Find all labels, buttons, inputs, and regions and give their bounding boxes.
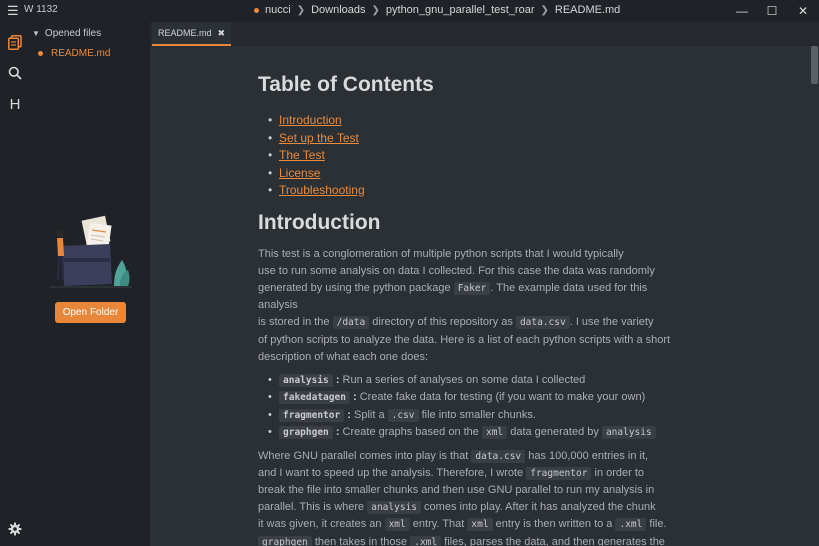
word-count: W 1132	[24, 4, 58, 15]
opened-files-header[interactable]	[32, 28, 101, 39]
inline-code: /data	[333, 316, 370, 329]
text-line: then takes in those	[311, 535, 411, 546]
intro-paragraph	[258, 246, 698, 366]
inline-code: data.csv	[471, 450, 525, 463]
toc-link-setup[interactable]: Set up the Test	[279, 130, 359, 145]
separator: :	[349, 391, 360, 404]
text-line: file.	[646, 518, 667, 531]
text-line: of python scripts to analyze the data. Here is a list of each python scripts with a short	[258, 333, 671, 346]
text-line: parallel. This is where	[258, 501, 368, 514]
toc-item	[258, 165, 698, 183]
list-item	[258, 389, 698, 406]
minimize-button[interactable]: —	[736, 4, 748, 18]
separator: :	[332, 373, 343, 386]
chevron-right-icon: ❯	[371, 5, 380, 16]
toc-heading: Table of Contents	[258, 73, 434, 96]
inline-code: xml	[482, 426, 507, 439]
tab-label: README.md	[158, 28, 212, 38]
list-item	[258, 407, 698, 424]
activity-bar	[0, 22, 30, 546]
opened-files-label: Opened files	[44, 28, 102, 39]
opened-file-item[interactable]	[38, 48, 110, 59]
item-description: file into smaller chunks.	[418, 408, 536, 421]
opened-file-name: README.md	[51, 48, 111, 59]
empty-folder-illustration	[48, 214, 134, 294]
parallel-paragraph	[258, 448, 698, 546]
text-line: This test is a conglomeration of multiple python scripts that I would typically	[258, 247, 624, 260]
inline-code: xml	[467, 518, 492, 531]
inline-code: .csv	[388, 409, 419, 422]
separator: :	[344, 408, 354, 421]
text-line: generated by using the python package	[258, 281, 454, 294]
item-description: Split a	[353, 408, 388, 421]
caret-down-icon: ▼	[32, 29, 40, 38]
close-button[interactable]: ✕	[797, 4, 809, 18]
files-icon[interactable]	[7, 35, 23, 51]
toc-item	[258, 147, 698, 165]
text-line: entry is then written to a	[492, 518, 616, 531]
markdown-preview[interactable]	[150, 46, 810, 546]
text-line: description of what each one does:	[258, 350, 429, 363]
text-line: and I want to speed up the analysis. Therefore, I wrote	[258, 466, 527, 479]
breadcrumb-item[interactable]: python_gnu_parallel_test_roar	[385, 4, 535, 16]
tab-readme[interactable]	[152, 22, 231, 46]
document	[258, 72, 698, 546]
inline-code: analysis	[602, 426, 656, 439]
file-sidebar	[30, 22, 150, 546]
open-folder-button[interactable]: Open Folder	[55, 302, 126, 323]
inline-code: xml	[385, 518, 410, 531]
list-item	[258, 372, 698, 389]
text-line: . The example data used for this	[490, 281, 648, 294]
inline-code: analysis	[279, 374, 333, 387]
item-description: Run a series of analyses on some data I collected	[342, 373, 586, 386]
inline-code: Faker	[454, 282, 491, 295]
scrollbar-thumb[interactable]	[811, 46, 818, 84]
inline-code: graphgen	[279, 426, 333, 439]
toc-link-license[interactable]: License	[279, 165, 321, 180]
tab-strip	[150, 22, 819, 46]
item-description: Create graphs based on the	[342, 426, 482, 439]
chevron-right-icon: ❯	[296, 5, 306, 16]
text-line: files, parses the data, and then generates the	[441, 535, 665, 546]
text-line: is stored in the	[258, 316, 333, 329]
scripts-list	[258, 372, 698, 442]
item-description: data generated by	[507, 426, 602, 439]
unsaved-dot-icon	[254, 8, 259, 13]
text-line: entry. That	[409, 518, 468, 531]
breadcrumb-item[interactable]: README.md	[554, 4, 621, 16]
maximize-button[interactable]: ☐	[766, 4, 778, 18]
separator: :	[332, 426, 343, 439]
close-icon[interactable]: ✖	[217, 27, 226, 38]
gear-icon[interactable]	[7, 522, 23, 538]
toc-item	[258, 112, 698, 130]
text-line: has 100,000 entries in it,	[525, 449, 649, 462]
breadcrumb-item[interactable]: nucci	[265, 4, 291, 16]
text-line: use to run some analysis on data I collected. For this case the data was randomly	[258, 264, 655, 277]
text-line: comes into play. After it has analyzed the chunk	[421, 501, 656, 514]
breadcrumb	[254, 4, 620, 17]
unsaved-dot-icon	[38, 51, 43, 56]
inline-code: .xml	[615, 518, 646, 531]
text-line: . I use the variety	[569, 316, 654, 329]
item-description: Create fake data for testing (if you want to make your own)	[359, 391, 646, 404]
toc-item	[258, 182, 698, 200]
text-line: break the file into smaller chunks and then use GNU parallel to run my analysis in	[258, 483, 655, 496]
inline-code: fragmentor	[279, 409, 344, 422]
toc-link-the-test[interactable]: The Test	[279, 148, 325, 162]
toc-link-troubleshooting[interactable]: Troubleshooting	[279, 183, 365, 197]
inline-code: data.csv	[516, 316, 570, 329]
text-line: it was given, it creates an	[258, 518, 385, 531]
inline-code: .xml	[410, 536, 441, 546]
search-icon[interactable]	[7, 66, 23, 82]
heading-outline-icon[interactable]: H	[9, 96, 21, 113]
inline-code: fakedatagen	[279, 391, 350, 404]
toc-item	[258, 130, 698, 148]
inline-code: fragmentor	[526, 467, 591, 480]
chevron-right-icon: ❯	[540, 5, 549, 16]
toc-list	[258, 112, 698, 200]
text-line: analysis	[258, 299, 298, 312]
hamburger-icon[interactable]: ☰	[7, 3, 19, 18]
title-bar	[0, 0, 819, 22]
text-line: in order to	[591, 466, 645, 479]
toc-link-introduction[interactable]: Introduction	[279, 113, 342, 127]
breadcrumb-item[interactable]: Downloads	[311, 4, 366, 16]
text-line: Where GNU parallel comes into play is that	[258, 449, 472, 462]
editor-scrollbar[interactable]	[810, 46, 819, 546]
text-line: directory of this repository as	[369, 316, 516, 329]
introduction-heading: Introduction	[258, 210, 381, 234]
inline-code: graphgen	[258, 536, 312, 546]
inline-code: analysis	[367, 501, 421, 514]
list-item	[258, 424, 698, 441]
